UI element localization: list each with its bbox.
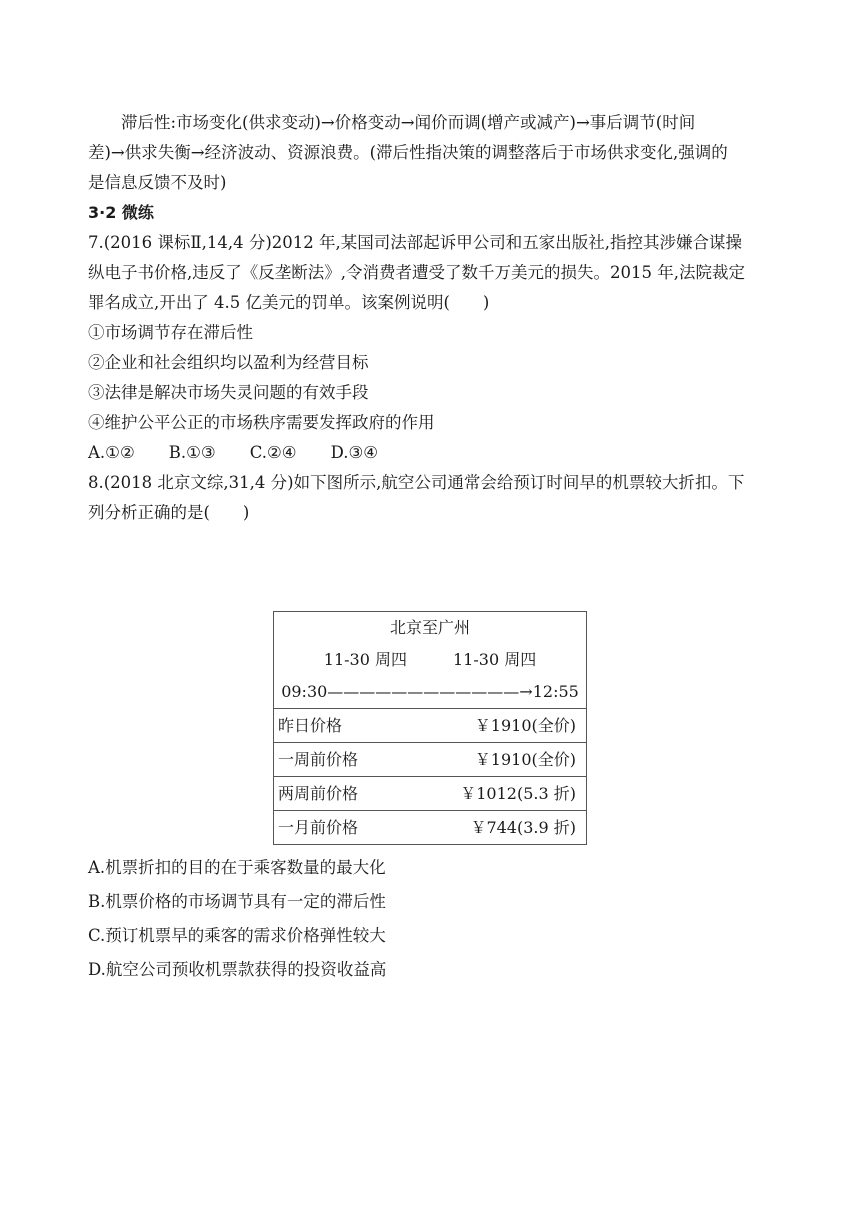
question-7-line: 7.(2016 课标Ⅱ,14,4 分)2012 年,某国司法部起诉甲公司和五家出版社,指控其涉嫌合谋操 xyxy=(88,233,743,252)
question-8-line: 列分析正确的是( ) xyxy=(88,503,250,522)
ticket-header xyxy=(274,612,586,709)
section-heading: 3·2 微练 xyxy=(88,203,154,222)
row-label: 昨日价格 xyxy=(278,716,343,735)
option-d: D.③④ xyxy=(330,443,379,462)
price-row xyxy=(274,811,586,844)
paragraph-line: 差)→供求失衡→经济波动、资源浪费。(滞后性指决策的调整落后于市场供求变化,强调的 xyxy=(88,143,728,162)
statement-item: ①市场调节存在滞后性 xyxy=(88,323,253,342)
statement-item: ②企业和社会组织均以盈利为经营目标 xyxy=(88,353,369,372)
row-price: ￥1012(5.3 折) xyxy=(460,784,576,803)
answer-options xyxy=(88,438,778,468)
question-8-line: 8.(2018 北京文综,31,4 分)如下图所示,航空公司通常会给预订时间早的机票较大折扣。下 xyxy=(88,473,745,492)
flight-times: 09:30————————————→12:55 xyxy=(281,682,579,701)
option-a: A.机票折扣的目的在于乘客数量的最大化 xyxy=(88,858,386,877)
row-price: ￥1910(全价) xyxy=(474,716,576,735)
paragraph-line: 是信息反馈不及时) xyxy=(88,173,227,192)
option-c: C.预订机票早的乘客的需求价格弹性较大 xyxy=(88,926,386,945)
statement-item: ④维护公平公正的市场秩序需要发挥政府的作用 xyxy=(88,413,435,432)
option-a: A.①② xyxy=(88,443,135,462)
paragraph-line: 滞后性:市场变化(供求变动)→价格变动→闻价而调(增产或减产)→事后调节(时间 xyxy=(121,113,696,132)
row-label: 一月前价格 xyxy=(278,818,359,837)
question-7-line: 纵电子书价格,违反了《反垄断法》,令消费者遭受了数千万美元的损失。2015 年,法院裁定 xyxy=(88,263,745,282)
dates-row xyxy=(274,644,586,676)
row-label: 两周前价格 xyxy=(278,784,359,803)
ticket-price-table xyxy=(273,611,587,845)
date-left: 11-30 周四 xyxy=(323,650,407,669)
option-b: B.①③ xyxy=(168,443,216,462)
price-row xyxy=(274,709,586,743)
row-price: ￥744(3.9 折) xyxy=(470,818,576,837)
question-8-options xyxy=(88,851,386,987)
text-body xyxy=(88,108,778,528)
route-label: 北京至广州 xyxy=(389,618,470,637)
row-label: 一周前价格 xyxy=(278,750,359,769)
price-row xyxy=(274,777,586,811)
price-row xyxy=(274,743,586,777)
date-right: 11-30 周四 xyxy=(453,650,537,669)
row-price: ￥1910(全价) xyxy=(474,750,576,769)
option-b: B.机票价格的市场调节具有一定的滞后性 xyxy=(88,892,386,911)
option-d: D.航空公司预收机票款获得的投资收益高 xyxy=(88,960,387,979)
question-7-line: 罪名成立,开出了 4.5 亿美元的罚单。该案例说明( ) xyxy=(88,293,490,312)
option-c: C.②④ xyxy=(249,443,297,462)
statement-item: ③法律是解决市场失灵问题的有效手段 xyxy=(88,383,369,402)
